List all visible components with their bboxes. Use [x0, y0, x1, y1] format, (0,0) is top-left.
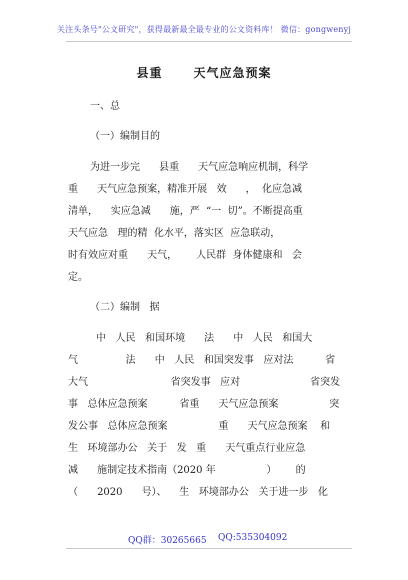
footer-qq-number: QQ:535304092 [218, 533, 288, 543]
subsection-heading-purpose: （一）编制目的 [90, 131, 160, 142]
paragraph-line: 定。 [68, 272, 88, 283]
paragraph-line: 气 法 中 人民 和国突发事 应对法 省 [68, 355, 336, 366]
section-heading-general: 一、总 [90, 101, 120, 112]
paragraph-line: 天气应急 理的精 化水平，落实区 应急联动， [68, 228, 281, 239]
subsection-heading-basis: （二）编制 据 [90, 302, 160, 313]
paragraph-line: 减 施制定技术指南（2020 年 ） 的 [68, 465, 306, 476]
header-promo-text: 关注头条号"公文研究"，获得最新最全最专业的公文资料库！ 微信：gongwenyj [56, 25, 352, 34]
paragraph-line: 清单， 实应急减 施，严 “一 切”。不断提高重 [68, 206, 303, 217]
document-title: 县重 天气应急预案 [136, 66, 272, 80]
footer-qq-group: QQ群：30265665 [128, 536, 207, 546]
paragraph-line: 大气 省突发事 应对 省突发 [68, 377, 341, 388]
paragraph-line: （ 2020 号）、 生 环境部办公 关于进一步 化 [68, 487, 328, 498]
footer-divider [66, 548, 352, 549]
paragraph-line: 时有效应对重 天气， 人民群 身体健康和 会 [68, 250, 303, 261]
paragraph-line: 发公事 总体应急预案 重 天气应急预案 和 [68, 421, 331, 432]
paragraph-line: 生 环境部办公 关于 发 重 天气重点行业应急 [68, 443, 306, 454]
header-divider [66, 41, 352, 42]
paragraph-line: 事 总体应急预案 省重 天气应急预案 突 [68, 399, 340, 410]
paragraph-line: 重 天气应急预案，精准开展 效 ， 化应急减 [68, 184, 303, 195]
footer-contact [0, 533, 408, 547]
paragraph-line: 中 人民 和国环境 法 中 人民 和国大 [96, 333, 313, 344]
paragraph-line: 为进一步完 县重 天气应急响应机制，科学 [90, 162, 309, 173]
